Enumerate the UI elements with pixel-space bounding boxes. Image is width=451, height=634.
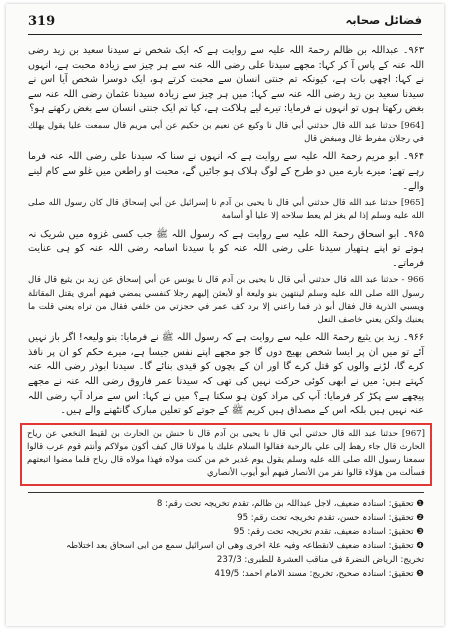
urdu-translation-966: ۹۶۶۔ زید بن یثیع رحمۃ اللہ علیہ سے روایت ہے کہ رسول اللہ ﷺ نے فرمایا: بنو ولیعہ! اگر باز نہیں آئے تو میں ان پر ایسا شخص بھیج دوں گا جو مجھے اپنے نفس جیسا ہے، میرے حکم کو ان پر نافذ کرے گا، لڑنے والوں کو قتل کرے گا اور ان کے بچوں کو قیدی بنائے گا۔ سیدنا ابوذر رضی اللہ عنہ کہتے ہیں: میں نے ابھی کوئی حرکت نہیں کی تھی کہ سیدنا عمر فاروق رضی اللہ عنہ نے مجھے پیچھے سے پکڑ کر فرمایا: آپ کی مراد کون ہو سکتا ہے؟ میں نے کہا: اس سے مراد آپ رضی اللہ عنہ نہیں ہیں بلکہ اس کے مصداق ہیں کریم ﷺ کے جوتے کو تعلین مبارک گانٹھنے والے ہیں۔ <box>28 332 424 417</box>
footnote: ❺ تحقیق: اسنادہ صحیح، تخریج: مسند الامام احمد: 419/5 <box>214 568 424 579</box>
page-body <box>28 44 424 581</box>
footnote: ❹ تحقیق: اسنادہ ضعیف لانقطاعہ وفیہ علۃ اخری وھی ان اسرائیل سمع من ابی اسحاق بعد اختلاطہ <box>66 540 424 551</box>
urdu-translation-965: ۹۶۵۔ ابو اسحاق رحمۃ اللہ علیہ سے روایت ہے کہ رسول اللہ ﷺ جب کسی غزوہ میں شریک نہ ہوتے تو اپنے ہتھیار سیدنا علی رضی اللہ عنہ کو یا سیدنا اسامہ رضی اللہ عنہ کو ہی عنایت فرماتے۔ <box>28 228 424 269</box>
footnotes <box>28 492 424 581</box>
footnote: ❸ تحقیق: اسنادہ ضعیف، تقدم تخریجہ تحت رقم: 95 <box>233 526 424 537</box>
book-page <box>6 4 444 626</box>
footnote: تخریج: الریاض النضرۃ فی مناقب العشرۃ للطبری: 237/3 <box>216 554 424 565</box>
urdu-translation-963: ۹۶۳۔ عبداللہ بن ظالم رحمۃ اللہ علیہ سے روایت ہے کہ ایک شخص نے سیدنا سعید بن زید رضی اللہ عنہ کے پاس آ کر کہا: مجھے سیدنا علی رضی اللہ عنہ سے ہر چیز سے زیادہ محبت ہے، انہوں نے کہا: اچھی بات ہے، کیونکہ تم جنتی انسان سے محبت کرتے ہو، ایک دوسرا شخص آیا اس نے سیدنا سعید بن زید رضی اللہ عنہ سے کہا: میں ہر چیز سے زیادہ سیدنا عثمان رضی اللہ عنہ سے بغض رکھتا ہوں تو انہوں نے فرمایا: تیرے لیے ہلاکت ہے، کیا تم ایک جنتی انسان سے بغض رکھتے ہو؟ <box>28 45 424 115</box>
arabic-hadith-965: [965] حدثنا عبد الله قال حدثني أبي قال نا يحيى بن آدم نا إسرائيل عن أبي إسحاق قال كان رسول الله صلى الله عليه وسلم إذا لم يغز لم يعط سلاحه إلا عليا أو أسامة <box>28 198 424 222</box>
arabic-hadith-967: [967] حدثنا عبد الله قال حدثني أبي قال نا يحيى بن آدم قال نا حنش بن الحارث بن لقيط النخعي عن رياح الحارث قال جاء رهط إلى علي بالرحبة فقالوا السلام عليك يا مولانا قال كيف أكون مولاكم وأنتم قوم عرب قالوا سمعنا رسول الله صلى الله عليه وسلم يقول يوم غدير خم من كنت مولاه فهذا مولاه قال رياح فلما مضوا اتبعتهم فسألت من هؤلاء قالوا نفر من الأنصار فيهم أبو أيوب الأنصاري <box>27 428 425 479</box>
page-number: 319 <box>28 14 56 29</box>
arabic-hadith-964: [964] حدثنا عبد الله قال حدثني أبي قال نا وكيع عن نعيم بن حكيم عن أبي مريم قال سمعت عليا يقول يهلك في رجلان مفرط غال ومبغض قال <box>28 120 424 145</box>
page-header <box>28 12 422 35</box>
running-title: فضائل صحابہ <box>345 13 422 27</box>
urdu-translation-964: ۹۶۴۔ ابو مریم رحمۃ اللہ علیہ سے روایت ہے کہ انہوں نے سنا کہ سیدنا علی رضی اللہ عنہ فرما رہے تھے: میرے بارے میں دو طرح کے لوگ ہلاک ہو جائیں گے، محبت او راطعن میں غلو سے کام لینے والے۔ <box>28 151 424 192</box>
arabic-hadith-966: 966 - حدثنا عبد الله قال حدثني أبي قال نا يحيى بن آدم قال نا يونس عن أبي إسحاق عن زيد بن يثيع قال قال رسول الله صلى الله عليه وسلم لينتهين بنو وليعة أو لأبعثن إليهم رجلا كنفسي يمضي فيهم أمري يقتل المقاتلة ويسبي الذرية قال فقال أبو ذر فما راعني إلا برد كف عمر في حجزتي من خلفي فقال من تراه يعني قلت ما يعنيك ولكن يعني خاصف النعل <box>28 275 424 325</box>
highlighted-hadith-box <box>20 423 432 486</box>
footnote: ❷ تحقیق: اسنادہ حسن، تقدم تخریجہ تحت رقم: 95 <box>237 512 424 523</box>
footnote: ❶ تحقیق: اسنادہ ضعیف، لاجل عبداللہ بن ظالم، تقدم تخریجہ تحت رقم: 8 <box>156 498 424 509</box>
